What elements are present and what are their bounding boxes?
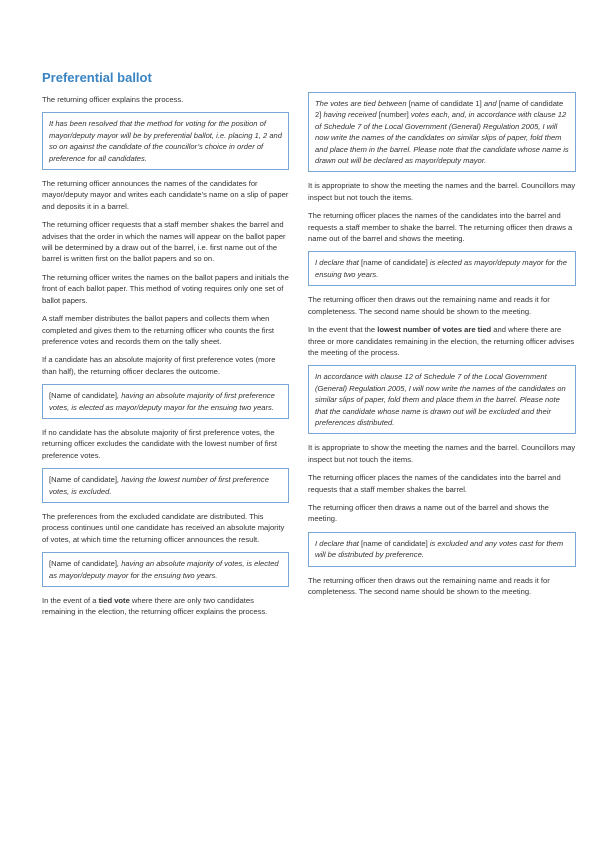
paragraph: The returning officer writes the names on the ballot papers and initials the front of each ballot paper. This method of voting requires only one set of ballot papers. [42, 272, 289, 305]
paragraph: It is appropriate to show the meeting the names and the barrel. Councillors may inspect but not touch the items. [308, 443, 576, 464]
paragraph: The returning officer places the names of the candidates into the barrel and requests that a staff member shakes the barrel. [308, 473, 561, 494]
paragraph: The returning officer announces the names of the candidates for mayor/deputy mayor and writes each candidate’s name on a slip of paper and deposits it in a barrel. [42, 179, 289, 211]
left-column [42, 94, 289, 625]
script-text: It has been resolved that the method for voting for the position of mayor/deputy mayor will be by preferential ballot, i.e. placing 1, 2 and so on against the candidate of the councillor’s choice in order of preference for all candidates. [49, 119, 282, 163]
paragraph: If no candidate has the absolute majority of first preference votes, the returning officer excludes the candidate with the lowest number of first preference votes. [42, 427, 277, 460]
paragraph: The preferences from the excluded candidate are distributed. This process continues until one candidate has received an absolute majority of votes, at which time the returning officer announces the result. [42, 511, 285, 544]
paragraph: The returning officer then draws a name out of the barrel and shows the meeting. [308, 502, 549, 524]
paragraph: The returning officer then draws out the remaining name and reads it for completeness. The second name should be shown to the meeting. [308, 575, 550, 596]
paragraph [42, 595, 289, 618]
placeholder-text: [name of candidate 2] [315, 99, 564, 120]
script-box [308, 365, 576, 434]
placeholder-text: [Name of candidate] [49, 559, 117, 569]
paragraph: The returning officer then draws out the remaining name and reads it for completeness. The second name should be shown to the meeting. [308, 295, 550, 316]
placeholder-text: [name of candidate 1] [408, 99, 482, 108]
placeholder-text: [Name of candidate] [49, 391, 117, 401]
script-text: and [481, 99, 499, 108]
script-text: having received [321, 110, 379, 120]
script-text: In accordance with clause 12 of Schedule 7 of the Local Government (General) Regulation 2005, I will now write the names of the candidates on similar slips of paper, fold them and place them in the barrel. Please note that the candidate whose name is drawn out will be excluded and their preferences distributed. [315, 372, 566, 427]
text-run: In the event of a [42, 596, 99, 605]
placeholder-text: [Name of candidate] [49, 475, 117, 485]
text-run: where there are only two candidates remaining in the election, the returning officer explains the process. [42, 596, 268, 617]
text-run: and where there are three or more candidates remaining in the election, the returning officer advises the meeting of the process. [308, 325, 575, 357]
script-box [308, 532, 576, 567]
script-box [308, 251, 576, 286]
script-box [308, 92, 576, 172]
script-box [42, 468, 289, 503]
paragraph: It is appropriate to show the meeting the names and the barrel. Councillors may inspect but not touch the items. [308, 181, 576, 202]
script-text: is excluded and any votes cast for them will be distributed by preference. [315, 538, 564, 560]
text-run: In the event that the [308, 325, 378, 335]
script-text: The votes are tied between [315, 99, 409, 108]
paragraph: If a candidate has an absolute majority of first preference votes (more than half), the returning officer declares the outcome. [42, 355, 276, 376]
placeholder-text: [name of candidate] [361, 258, 428, 268]
script-box [42, 384, 289, 419]
placeholder-text: [number] [378, 110, 409, 120]
script-text: , having an absolute majority of first preference votes, is elected as mayor/deputy mayor for the ensuing two years. [49, 391, 275, 412]
paragraph [308, 324, 576, 358]
paragraph: A staff member distributes the ballot papers and collects them when completed and gives them to the returning officer who counts the first preference votes and records them on the tally sheet. [42, 314, 275, 346]
script-text: , having an absolute majority of votes, is elected as mayor/deputy mayor for the ensuing two years. [49, 559, 279, 580]
script-text: , having the lowest number of first preference votes, is excluded. [49, 475, 269, 496]
paragraph: The returning officer places the names of the candidates into the barrel and requests a staff member to shake the barrel. The returning officer then draws a name out of the barrel and shows the meeting. [308, 211, 573, 244]
script-text: votes each, and, in accordance with clause 12 of Schedule 7 of the Local Government (General) Regulation 2005, I will now write the names of the candidates on similar slips of paper, fold them and place them in the barrel. Please note that the candidate whose name is drawn out will be declared as mayor/deputy mayor. [315, 110, 569, 166]
script-box [42, 112, 289, 170]
page-title: Preferential ballot [42, 70, 152, 85]
script-text: I declare that [315, 258, 362, 268]
script-text: is elected as mayor/deputy mayor for the ensuing two years. [315, 258, 568, 279]
script-box [42, 552, 289, 587]
paragraph: The returning officer requests that a staff member shakes the barrel and advises that the order in which the names will appear on the ballot paper will be determined by a draw out of the barrel, i.e. first name out of the barrel is written first on the ballot papers and so on. [42, 220, 286, 264]
script-text: I declare that [315, 538, 362, 548]
placeholder-text: [name of candidate] [361, 538, 428, 548]
paragraph: The returning officer explains the process. [42, 95, 184, 104]
bold-text: tied vote [98, 596, 130, 605]
right-column [308, 92, 576, 604]
bold-text: lowest number of votes are tied [377, 325, 492, 335]
